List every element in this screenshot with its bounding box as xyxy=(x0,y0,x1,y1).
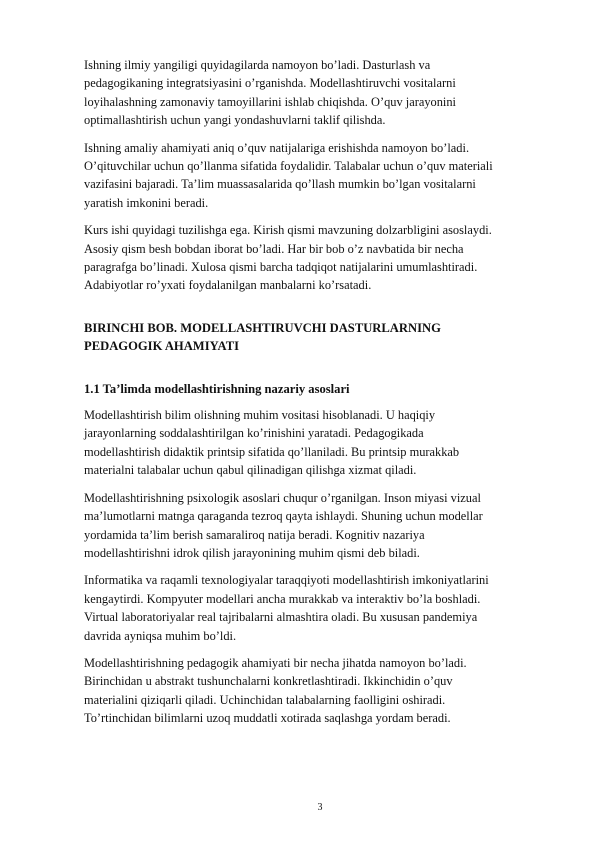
page-content xyxy=(84,56,554,737)
intro-paragraph-structure: Kurs ishi quyidagi tuzilishga ega. Kirish qismi mavzuning dolzarbligini asoslaydi. Asosiy qism besh bobdan iborat bo’ladi. Har bir bob o’z navbatida bir necha paragrafga bo’linadi. Xulosa qismi barcha tadqiqot natijalarini umumlashtiradi. Adabiyotlar ro’yxati foydalanilgan manbalarni ko’rsatadi. xyxy=(84,223,492,293)
section-paragraph: Modellashtirish bilim olishning muhim vositasi hisoblanadi. U haqiqiy jarayonlarning soddalashtirilgan ko’rinishini yaratadi. Pedagogikada modellashtirish didaktik printsip sifatida qo’llaniladi. Bu printsip murakkab materialni talabalar uchun qabul qilinadigan qilishga xizmat qiladi. xyxy=(84,408,460,478)
section-heading: 1.1 Ta’limda modellashtirishning nazariy asoslari xyxy=(84,382,350,397)
page-number: 3 xyxy=(317,802,323,813)
section-paragraph: Modellashtirishning psixologik asoslari chuqur o’rganilgan. Inson miyasi vizual ma’lumotlarni matnga qaraganda tezroq qayta ishlaydi. Shuning uchun modellar yordamida ta’lim berish samaraliroq natija beradi. Kognitiv nazariya modellashtirishni idrok qilish jarayonining muhim qismi deb biladi. xyxy=(84,490,483,560)
chapter-heading: BIRINCHI BOB. MODELLASHTIRUVCHI DASTURLARNING PEDAGOGIK AHAMIYATI xyxy=(84,320,441,354)
intro-paragraph-practical: Ishning amaliy ahamiyati aniq o’quv natijalariga erishishda namoyon bo’ladi. O’qituvchilar uchun qo’llanma sifatida foydalidir. Talabalar uchun o’quv materiali vazifasini bajaradi. Ta’lim muassasalarida qo’llash mumkin bo’lgan vositalarni yaratish imkonini beradi. xyxy=(84,140,493,210)
section-paragraph: Informatika va raqamli texnologiyalar taraqqiyoti modellashtirish imkoniyatlarini kengaytirdi. Kompyuter modellari ancha murakkab va interaktiv bo’la boshladi. Virtual laboratoriyalar real tajribalarni almashtira oladi. Bu xususan pandemiya davrida ayniqsa muhim bo’ldi. xyxy=(84,573,489,643)
section-paragraph: Modellashtirishning pedagogik ahamiyati bir necha jihatda namoyon bo’ladi. Birinchidan u abstrakt tushunchalarni konkretlashtiradi. Ikkinchidin o’quv materialini qiziqarli qiladi. Uchinchidan talabalarning faolligini oshiradi. To’rtinchidan bilimlarni uzoq muddatli xotirada saqlashga yordam beradi. xyxy=(84,655,467,726)
intro-paragraph-novelty: Ishning ilmiy yangiligi quyidagilarda namoyon bo’ladi. Dasturlash va pedagogikaning integratsiyasini o’rganishda. Modellashtiruvchi vositalarni loyihalashning zamonaviy tamoyillarini ishlab chiqishda. O’quv jarayonini optimallashtirish uchun yangi yondashuvlarni taklif qilishda. xyxy=(84,58,456,128)
